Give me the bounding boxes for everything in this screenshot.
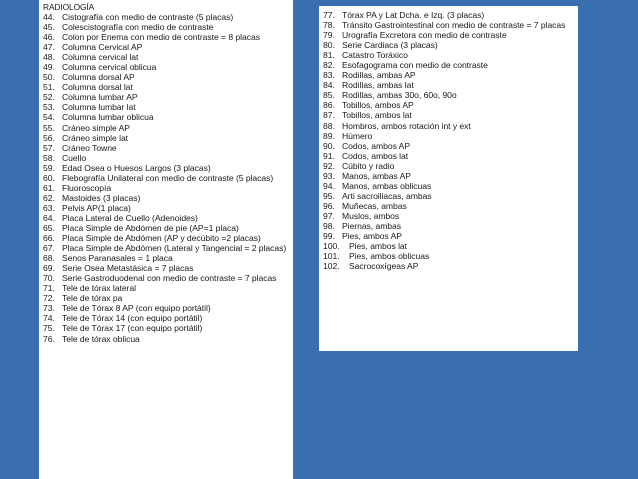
- item-text: Flebografía Unilateral con medio de contraste (5 placas): [62, 172, 274, 183]
- list-item: [43, 173, 289, 183]
- list-item: [323, 181, 574, 191]
- item-number: 66.: [43, 233, 55, 244]
- item-number: 76.: [43, 333, 55, 344]
- item-number: 74.: [43, 313, 55, 324]
- item-text: Rodillas, ambas lat: [342, 80, 414, 91]
- item-text: Columna lumbar oblicua: [62, 112, 154, 123]
- list-item: [323, 30, 574, 40]
- list-item: [43, 253, 289, 263]
- item-text: Sacrocoxígeas AP: [349, 261, 419, 272]
- item-number: 100.: [323, 241, 340, 252]
- item-text: Columna cervical oblicua: [62, 62, 157, 73]
- item-text: Pies, ambos AP: [342, 231, 402, 242]
- item-text: Columna dorsal lat: [62, 82, 133, 93]
- item-number: 78.: [323, 20, 335, 31]
- list-item: [323, 100, 574, 110]
- item-text: Piernas, ambas: [342, 220, 402, 231]
- item-text: Cráneo simple lat: [62, 132, 129, 143]
- list-item: [43, 243, 289, 253]
- list-item: [43, 273, 289, 283]
- item-number: 49.: [43, 62, 55, 73]
- item-text: Serie Gastroduodenal con medio de contraste = 7 placas: [62, 273, 277, 284]
- item-number: 61.: [43, 182, 55, 193]
- item-text: Manos, ambas AP: [342, 170, 411, 181]
- item-number: 71.: [43, 283, 55, 294]
- item-text: Cúbito y radio: [342, 160, 395, 171]
- item-number: 75.: [43, 323, 55, 334]
- item-text: Cuello: [62, 152, 87, 163]
- list-item: [43, 32, 289, 42]
- item-number: 64.: [43, 212, 55, 223]
- item-number: 90.: [323, 140, 335, 151]
- item-text: Tele de Tórax 17 (con equipo portátil): [62, 323, 203, 334]
- item-text: Hombros, ambos rotación int y ext: [342, 120, 471, 131]
- item-number: 93.: [323, 170, 335, 181]
- right-list-panel: [319, 6, 578, 351]
- list-item: [323, 151, 574, 161]
- item-number: 46.: [43, 32, 55, 43]
- left-list: [43, 12, 289, 344]
- section-heading: RADIOLOGÍA: [43, 2, 95, 12]
- item-number: 98.: [323, 220, 335, 231]
- list-item: [43, 313, 289, 323]
- item-number: 79.: [323, 30, 335, 41]
- item-number: 58.: [43, 152, 55, 163]
- list-item: [323, 211, 574, 221]
- list-item: [323, 171, 574, 181]
- item-text: Rodillas, ambas 30o, 60o, 90o: [342, 90, 457, 101]
- list-item: [323, 191, 574, 201]
- list-item: [43, 102, 289, 112]
- item-text: Columna Cervical AP: [62, 42, 143, 53]
- item-text: Serie Cardiaca (3 placas): [342, 40, 438, 51]
- list-item: [323, 121, 574, 131]
- list-item: [43, 112, 289, 122]
- item-text: Pies, ambos oblicuas: [349, 251, 430, 262]
- item-text: Cráneo Towne: [62, 142, 117, 153]
- list-item: [323, 201, 574, 211]
- item-text: Serie Osea Metastásica = 7 placas: [62, 263, 194, 274]
- item-text: Placa Simple de Abdómen (AP y decúbito =2 placas): [62, 233, 261, 244]
- item-number: 65.: [43, 222, 55, 233]
- item-number: 53.: [43, 102, 55, 113]
- list-item: [43, 193, 289, 203]
- list-item: [323, 251, 574, 261]
- item-number: 48.: [43, 52, 55, 63]
- left-list-panel: [39, 0, 293, 479]
- list-item: [323, 60, 574, 70]
- item-text: Placa Lateral de Cuello (Adenoides): [62, 212, 198, 223]
- item-number: 69.: [43, 263, 55, 274]
- item-text: Placa Simple de Abdómen de pie (AP=1 placa): [62, 222, 239, 233]
- item-number: 88.: [323, 120, 335, 131]
- list-item: [43, 283, 289, 293]
- item-number: 73.: [43, 303, 55, 314]
- list-item: [43, 123, 289, 133]
- list-item: [323, 110, 574, 120]
- list-item: [323, 20, 574, 30]
- list-item: [323, 90, 574, 100]
- item-number: 67.: [43, 243, 55, 254]
- item-number: 99.: [323, 231, 335, 242]
- item-number: 77.: [323, 10, 335, 20]
- item-number: 91.: [323, 150, 335, 161]
- item-text: Tobillos, ambos AP: [342, 100, 414, 111]
- item-number: 54.: [43, 112, 55, 123]
- item-text: Arti sacroiliacas, ambas: [342, 190, 432, 201]
- item-number: 72.: [43, 293, 55, 304]
- list-item: [323, 80, 574, 90]
- item-number: 96.: [323, 200, 335, 211]
- right-list: [323, 10, 574, 271]
- item-number: 62.: [43, 192, 55, 203]
- item-number: 56.: [43, 132, 55, 143]
- item-text: Cistografía con medio de contraste (5 placas): [62, 12, 234, 22]
- item-number: 51.: [43, 82, 55, 93]
- item-number: 81.: [323, 50, 335, 61]
- item-text: Tobillos, ambos lat: [342, 110, 412, 121]
- list-item: [43, 52, 289, 62]
- item-number: 47.: [43, 42, 55, 53]
- item-number: 68.: [43, 253, 55, 264]
- list-item: [43, 303, 289, 313]
- item-number: 60.: [43, 172, 55, 183]
- item-text: Placa Simple de Abdómen (Lateral y Tangencial = 2 placas): [62, 243, 287, 254]
- list-item: [323, 221, 574, 231]
- item-number: 57.: [43, 142, 55, 153]
- item-text: Columna lumbar AP: [62, 92, 138, 103]
- item-number: 55.: [43, 122, 55, 133]
- item-number: 97.: [323, 210, 335, 221]
- item-number: 95.: [323, 190, 335, 201]
- list-item: [43, 223, 289, 233]
- item-text: Pies, ambos lat: [349, 241, 408, 252]
- list-item: [43, 62, 289, 72]
- item-number: 84.: [323, 80, 335, 91]
- item-number: 45.: [43, 22, 55, 33]
- list-item: [323, 70, 574, 80]
- item-number: 87.: [323, 110, 335, 121]
- list-item: [323, 141, 574, 151]
- item-number: 102.: [323, 261, 340, 272]
- item-text: Columna lumbar lat: [62, 102, 136, 113]
- list-item: [43, 92, 289, 102]
- item-number: 86.: [323, 100, 335, 111]
- list-item: [323, 131, 574, 141]
- item-text: Fluoroscopía: [62, 182, 112, 193]
- list-item: [43, 323, 289, 333]
- item-number: 92.: [323, 160, 335, 171]
- item-number: 85.: [323, 90, 335, 101]
- item-text: Manos, ambas oblicuas: [342, 180, 432, 191]
- list-item: [323, 40, 574, 50]
- list-item: [43, 203, 289, 213]
- item-text: Urografía Excretora con medio de contraste: [342, 30, 507, 41]
- item-text: Colon por Enema con medio de contraste = 8 placas: [62, 32, 260, 43]
- item-number: 83.: [323, 70, 335, 81]
- item-text: Tele de Tórax 14 (con equipo portátil): [62, 313, 203, 324]
- item-text: Edad Osea o Huesos Largos (3 placas): [62, 162, 211, 173]
- list-item: [43, 72, 289, 82]
- item-text: Columna cervical lat: [62, 52, 139, 63]
- item-number: 89.: [323, 130, 335, 141]
- list-item: [43, 183, 289, 193]
- item-text: Pelvis AP(1 placa): [62, 202, 131, 213]
- item-text: Esofagograma con medio de contraste: [342, 60, 488, 71]
- list-item: [43, 334, 289, 344]
- list-item: [43, 133, 289, 143]
- item-text: Tele de Tórax 8 AP (con equipo portátil): [62, 303, 211, 314]
- item-number: 94.: [323, 180, 335, 191]
- item-text: Codos, ambos lat: [342, 150, 409, 161]
- list-item: [43, 12, 289, 22]
- list-item: [43, 263, 289, 273]
- item-text: Tele de tórax oblicua: [62, 333, 140, 344]
- item-text: Tele de tórax pa: [62, 293, 123, 304]
- list-item: [43, 293, 289, 303]
- list-item: [323, 261, 574, 271]
- list-item: [323, 241, 574, 251]
- item-text: Codos, ambos AP: [342, 140, 411, 151]
- item-text: Muslos, ambos: [342, 210, 400, 221]
- item-text: Tórax PA y Lat Dcha. e Izq. (3 placas): [342, 10, 485, 20]
- list-item: [323, 10, 574, 20]
- list-item: [43, 82, 289, 92]
- item-number: 50.: [43, 72, 55, 83]
- list-item: [323, 161, 574, 171]
- item-number: 44.: [43, 12, 55, 22]
- item-number: 80.: [323, 40, 335, 51]
- item-text: Catastro Toráxico: [342, 50, 408, 61]
- item-number: 63.: [43, 202, 55, 213]
- list-item: [323, 231, 574, 241]
- list-item: [43, 233, 289, 243]
- item-number: 101.: [323, 251, 340, 262]
- item-text: Húmero: [342, 130, 373, 141]
- item-number: 82.: [323, 60, 335, 71]
- item-number: 52.: [43, 92, 55, 103]
- list-item: [43, 22, 289, 32]
- item-text: Muñecas, ambas: [342, 200, 407, 211]
- item-text: Colescistografía con medio de contraste: [62, 22, 214, 33]
- list-item: [43, 213, 289, 223]
- item-text: Tránsito Gastrointestinal con medio de contraste = 7 placas: [342, 20, 566, 31]
- item-text: Rodillas, ambas AP: [342, 70, 416, 81]
- list-item: [43, 143, 289, 153]
- item-text: Senos Paranasales = 1 placa: [62, 253, 173, 264]
- list-item: [323, 50, 574, 60]
- list-item: [43, 42, 289, 52]
- item-text: Tele de tórax lateral: [62, 283, 136, 294]
- item-text: Mastoides (3 placas): [62, 192, 141, 203]
- list-item: [43, 163, 289, 173]
- item-text: Columna dorsal AP: [62, 72, 135, 83]
- list-item: [43, 153, 289, 163]
- item-number: 59.: [43, 162, 55, 173]
- item-number: 70.: [43, 273, 55, 284]
- item-text: Cráneo simple AP: [62, 122, 130, 133]
